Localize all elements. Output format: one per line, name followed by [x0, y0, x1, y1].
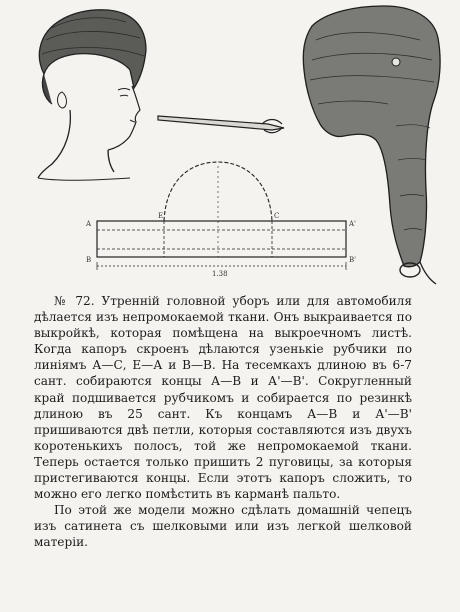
label-e-mid: E — [158, 212, 164, 220]
pattern-strip — [97, 221, 346, 257]
strap-illustration — [158, 116, 284, 133]
illustration-area — [0, 0, 460, 290]
article-text — [34, 293, 412, 551]
woman-portrait-illustration — [38, 10, 146, 180]
label-b-left: B — [86, 256, 92, 264]
label-b-right: B' — [349, 256, 357, 264]
label-a-left: A — [86, 220, 92, 228]
pattern-diagram — [97, 162, 346, 270]
label-c-mid: C — [274, 212, 280, 220]
label-bottom-mark: 1.38 — [212, 270, 228, 278]
article-paragraph: № 72. Утренній головной уборъ или для автомобиля дѣлается изъ непромокаемой ткани. Онъ выкраивается по выкройкѣ, которая помѣщена на выкроечномъ листѣ. Когда капоръ скроенъ дѣлаются узенькіе рубчики по линіямъ А—С, Е—А и В—В. На тесемкахъ длиною въ 6-7 сант. собираются концы А—В и А'—В'. Сокругленный край подшивается рубчикомъ и собирается по резинкѣ длиною въ 25 сант. Къ концамъ А—В и А'—В' пришиваются двѣ петли, которыя составляются изъ двухъ коротенькихъ полосъ, той же непромокаемой ткани. Теперь остается только пришить 2 пуговицы, за которыя пристегиваются концы. Если этотъ капоръ сложить, то можно его легко помѣстить въ карманѣ пальто. — [34, 294, 412, 502]
cap-on-head — [39, 10, 146, 88]
article-paragraph: По этой же модели можно сдѣлать домашній чепецъ изъ сатинета съ шелковыми или изъ легкой шелковой матеріи. — [34, 503, 412, 550]
folded-cap-illustration — [303, 6, 440, 284]
label-a-right: A' — [349, 220, 356, 228]
